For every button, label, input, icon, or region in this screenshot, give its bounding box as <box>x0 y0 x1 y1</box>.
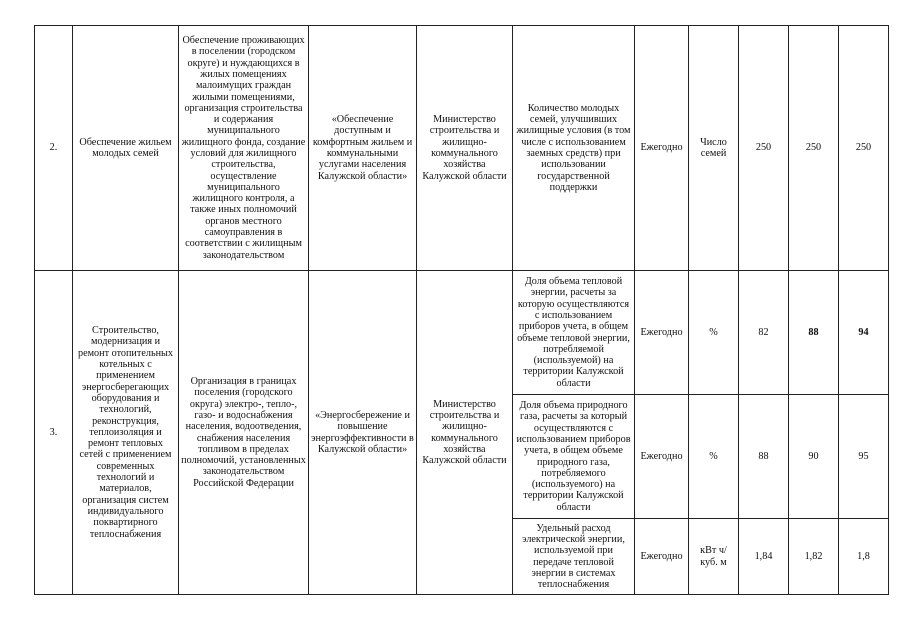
indicator-unit: кВт ч/ куб. м <box>689 519 739 595</box>
indicator-period: Ежегодно <box>635 271 689 395</box>
indicator-value-1: 250 <box>739 26 789 271</box>
indicator-text: Количество молодых семей, улучшивших жилищные условия (в том числе с использованием заемных средств) при использовании государственной поддержки <box>513 26 635 271</box>
responsible-ministry: Министерство строительства и жилищно-коммунального хозяйства Калужской области <box>417 26 513 271</box>
table-row <box>35 26 889 271</box>
indicator-value-2: 90 <box>789 395 839 519</box>
indicator-value-2: 1,82 <box>789 519 839 595</box>
indicator-period: Ежегодно <box>635 26 689 271</box>
indicator-value-3: 94 <box>839 271 889 395</box>
indicator-value-1: 82 <box>739 271 789 395</box>
authority-description: Обеспечение проживающих в поселении (городском округе) и нуждающихся в жилых помещениях малоимущих граждан жилыми помещениями, организация строительства и содержания муниципального жилищного фонда, создание условий для жилищного строительства, осуществление муниципального жилищного контроля, а также иных полномочий органов местного самоуправления в соответствии с жилищным законодательством <box>179 26 309 271</box>
indicator-period: Ежегодно <box>635 395 689 519</box>
indicator-value-2: 88 <box>789 271 839 395</box>
indicator-value-2: 250 <box>789 26 839 271</box>
indicator-text: Доля объема тепловой энергии, расчеты за которую осуществляются с использованием приборов учета, в общем объеме тепловой энергии, потребляемой (используемой) на территории Калужской области <box>513 271 635 395</box>
indicator-unit: % <box>689 395 739 519</box>
indicator-period: Ежегодно <box>635 519 689 595</box>
indicator-text: Доля объема природного газа, расчеты за который осуществляются с использованием приборов учета, в общем объеме природного газа, потребляемого (используемого) на территории Калужской области <box>513 395 635 519</box>
state-program: «Энергосбережение и повышение энергоэффективности в Калужской области» <box>309 271 417 595</box>
indicator-value-3: 250 <box>839 26 889 271</box>
program-table <box>34 25 889 595</box>
state-program: «Обеспечение доступным и комфортным жильем и коммунальными услугами населения Калужской области» <box>309 26 417 271</box>
indicator-value-1: 88 <box>739 395 789 519</box>
indicator-unit: % <box>689 271 739 395</box>
table-row <box>35 271 889 395</box>
indicator-value-1: 1,84 <box>739 519 789 595</box>
measure-name: Обеспечение жильем молодых семей <box>73 26 179 271</box>
authority-description: Организация в границах поселения (городского округа) электро-, тепло-, газо- и водоснабжения населения, водоотведения, снабжения населения топливом в пределах полномочий, установленных законодательством Российской Федерации <box>179 271 309 595</box>
indicator-value-3: 1,8 <box>839 519 889 595</box>
indicator-value-3: 95 <box>839 395 889 519</box>
row-number: 2. <box>35 26 73 271</box>
row-number: 3. <box>35 271 73 595</box>
measure-name: Строительство, модернизация и ремонт отопительных котельных с применением энергосберегающих оборудования и технологий, реконструкция, теплоизоляция и ремонт тепловых сетей с применением современных технологий и материалов, организация систем индивидуального поквартирного теплоснабжения <box>73 271 179 595</box>
indicator-unit: Число семей <box>689 26 739 271</box>
responsible-ministry: Министерство строительства и жилищно-коммунального хозяйства Калужской области <box>417 271 513 595</box>
indicator-text: Удельный расход электрической энергии, используемой при передаче тепловой энергии в системах теплоснабжения <box>513 519 635 595</box>
